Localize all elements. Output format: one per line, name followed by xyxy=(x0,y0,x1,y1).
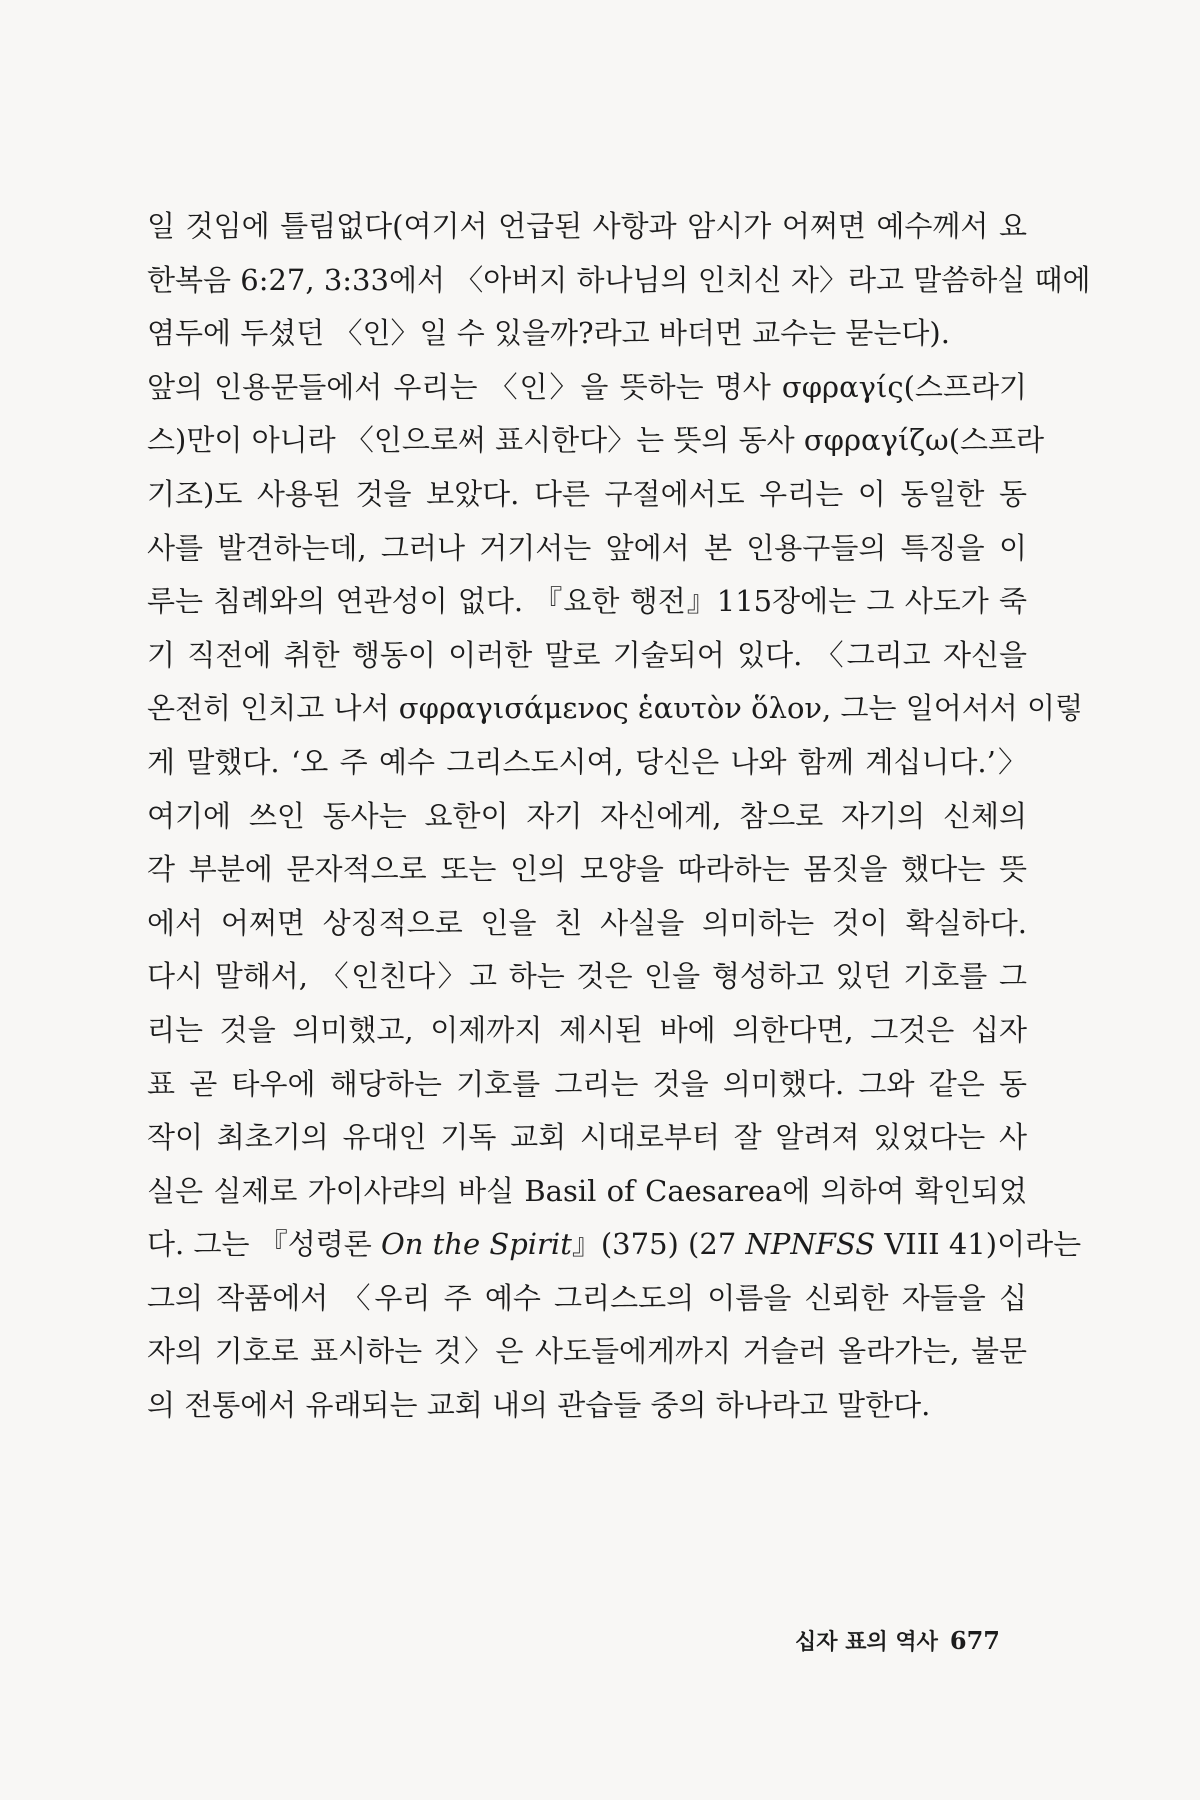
text-line: 스)만이 아니라 〈인으로써 표시한다〉는 뜻의 동사 σφραγίζω(스프라 xyxy=(147,423,1045,458)
text-line: 앞의 인용문들에서 우리는 〈인〉을 뜻하는 명사 σφραγίς(스프라기 xyxy=(147,369,1027,404)
body-text xyxy=(147,200,1091,1433)
text-line: 작이 최초기의 유대인 기독 교회 시대로부터 잘 알려져 있었다는 사 xyxy=(147,1120,1027,1155)
text-line: 염두에 두셨던 〈인〉일 수 있을까?라고 바더먼 교수는 묻는다). xyxy=(147,316,950,351)
text-line: 자의 기호로 표시하는 것〉은 사도들에게까지 거슬러 올라가는, 불문 xyxy=(147,1334,1027,1369)
text-line: 사를 발견하는데, 그러나 거기서는 앞에서 본 인용구들의 특징을 이 xyxy=(147,530,1027,565)
running-title: 십자 표의 역사 xyxy=(795,1630,938,1655)
text-line: 의 전통에서 유래되는 교회 내의 관습들 중의 하나라고 말한다. xyxy=(147,1388,931,1423)
italic-term: NPNFSS xyxy=(745,1227,876,1262)
text-line: 한복음 6:27, 3:33에서 〈아버지 하나님의 인치신 자〉라고 말씀하실 때에 xyxy=(147,262,1091,297)
text-line: 기조)도 사용된 것을 보았다. 다른 구절에서도 우리는 이 동일한 동 xyxy=(147,476,1027,511)
text-line: 여기에 쓰인 동사는 요한이 자기 자신에게, 참으로 자기의 신체의 xyxy=(147,798,1027,833)
text-line: 그의 작품에서 〈우리 주 예수 그리스도의 이름을 신뢰한 자들을 십 xyxy=(147,1280,1027,1315)
text-line: 표 곧 타우에 해당하는 기호를 그리는 것을 의미했다. 그와 같은 동 xyxy=(147,1066,1027,1101)
page-number: 677 xyxy=(949,1626,1000,1655)
text-line: 실은 실제로 가이사랴의 바실 Basil of Caesarea에 의하여 확인되었 xyxy=(147,1173,1027,1208)
text-line: 다시 말해서, 〈인친다〉고 하는 것은 인을 형성하고 있던 기호를 그 xyxy=(147,959,1027,994)
text-line: 온전히 인치고 나서 σφραγισάμενος ἑαυτὸν ὅλον, 그는 일어서서 이렇 xyxy=(147,691,1084,726)
text-line: 각 부분에 문자적으로 또는 인의 모양을 따라하는 몸짓을 했다는 뜻 xyxy=(147,852,1027,887)
text-line: 일 것임에 틀림없다(여기서 언급된 사항과 암시가 어쩌면 예수께서 요 xyxy=(147,209,1027,243)
text-line italic-line: 다. 그는 『성령론 On the Spirit』(375) (27 NPNFSS VIII 41)이라는 xyxy=(147,1227,1082,1262)
text-line: 루는 침례와의 연관성이 없다. 『요한 행전』115장에는 그 사도가 죽 xyxy=(147,584,1027,619)
page-footer xyxy=(700,1625,1000,1656)
text-line: 기 직전에 취한 행동이 이러한 말로 기술되어 있다. 〈그리고 자신을 xyxy=(147,637,1027,672)
text-line: 에서 어쩌면 상징적으로 인을 친 사실을 의미하는 것이 확실하다. xyxy=(147,905,1027,940)
italic-term: On the Spirit xyxy=(380,1227,572,1262)
text-line: 게 말했다. ‘오 주 예수 그리스도시여, 당신은 나와 함께 계십니다.’〉 xyxy=(147,744,1027,779)
text-line: 리는 것을 의미했고, 이제까지 제시된 바에 의한다면, 그것은 십자 xyxy=(147,1012,1027,1047)
